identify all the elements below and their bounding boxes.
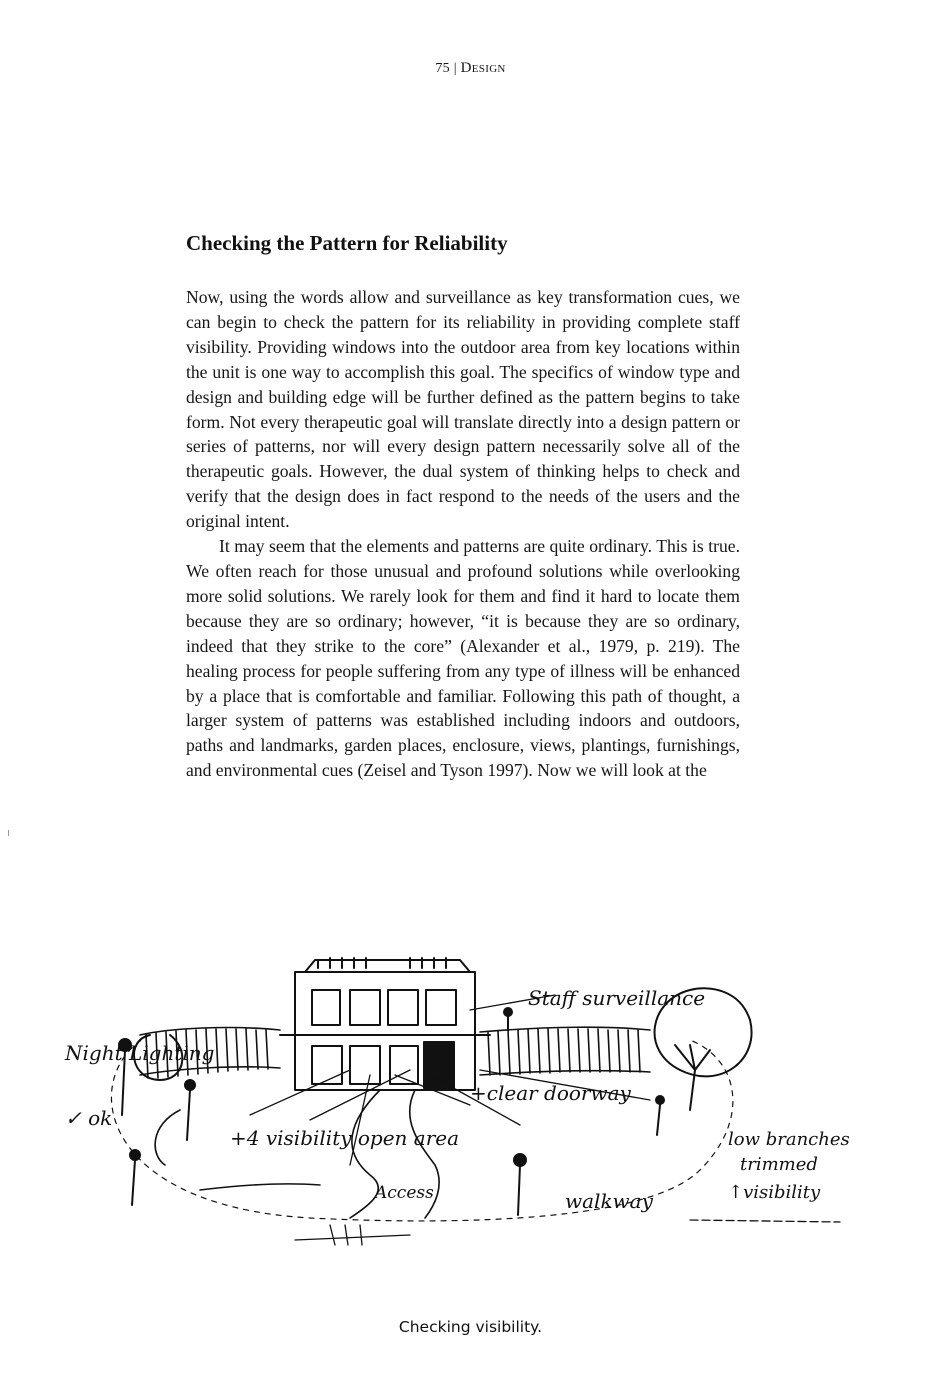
paragraph: It may seem that the elements and patterns are quite ordinary. This is true. We often reach for those unusual and profound solutions while overlooking more solid solutions. We rarely look for them and find it hard to locate them because they are so ordinary; however, “it is because they are so ordinary, indeed that they strike to the core” (Alexander et al., 1979, p. 219). The healing process for people suffering from any type of illness will be enhanced by a place that is comfortable and familiar. Following this path of thought, a larger system of patterns was established including indoors and outdoors, paths and landmarks, garden places, enclosure, views, plantings, furnishings, and environmental cues (Zeisel and Tyson 1997). Now we will look at the <box>186 536 740 781</box>
annotation-walkway: walkway <box>565 1189 653 1213</box>
section-name: Design <box>460 60 506 76</box>
annotation-trimmed: trimmed <box>740 1154 818 1175</box>
paragraph: Now, using the words allow and surveillance as key transformation cues, we can begin to check the pattern for its reliability in providing complete staff visibility. Providing windows into the outdoor area from key locations within the unit is one way to accomplish this goal. The specifics of window type and design and building edge will be further defined as the pattern begins to take form. Not every therapeutic goal will translate directly into a design pattern or series of patterns, nor will every design pattern necessarily solve all of the therapeutic goals. However, the dual system of thinking helps to check and verify that the design does in fact respond to the needs of the users and the original intent. <box>186 287 740 532</box>
dash-mark <box>690 1220 840 1222</box>
running-header <box>0 60 941 77</box>
page-number: 75 <box>435 61 450 76</box>
annotation-open-area: +4 visibility open area <box>230 1126 460 1150</box>
annotation-ok: ✓ ok <box>65 1106 113 1130</box>
figure-caption: Checking visibility. <box>398 1318 543 1336</box>
annotation-access: Access <box>375 1183 434 1203</box>
header-separator: | <box>453 61 457 76</box>
annotation-visibility: ↑visibility <box>728 1182 821 1203</box>
annotation-low-branches: low branches <box>728 1129 850 1150</box>
margin-mark <box>8 830 9 836</box>
annotation-doorway: +clear doorway <box>470 1081 631 1105</box>
building <box>280 958 490 1090</box>
annotation-night: Night Lighting <box>65 1041 215 1065</box>
visibility-sketch <box>50 950 870 1250</box>
body-text <box>186 285 740 783</box>
section-heading: Checking the Pattern for Reliability <box>186 231 508 255</box>
annotation-staff: Staff surveillance <box>528 986 706 1010</box>
